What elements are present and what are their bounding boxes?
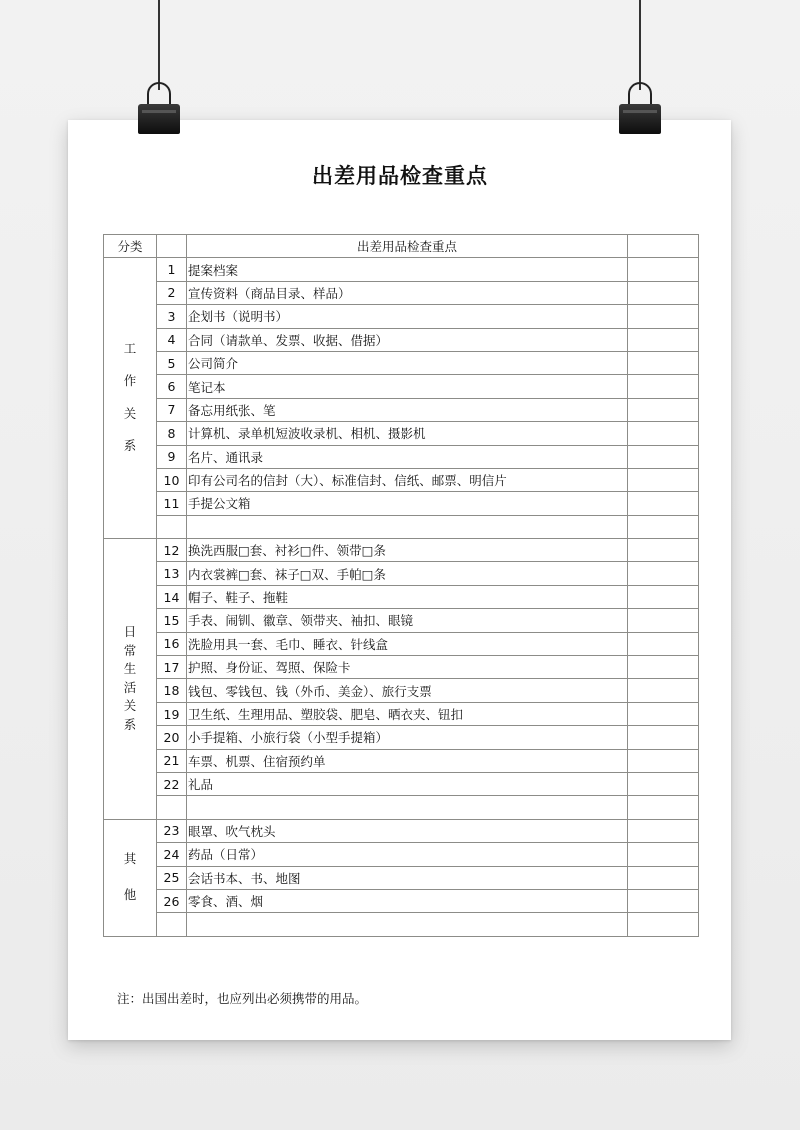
check-cell[interactable]	[628, 726, 699, 749]
check-cell[interactable]	[628, 819, 699, 842]
header-item: 出差用品检查重点	[187, 235, 628, 258]
item-number: 25	[157, 866, 187, 889]
hanging-string-right	[639, 0, 641, 90]
item-number: 15	[157, 609, 187, 632]
category-cell	[104, 258, 157, 539]
item-text: 提案档案	[187, 258, 628, 281]
table-row	[104, 445, 699, 468]
table-row	[104, 843, 699, 866]
check-cell[interactable]	[628, 843, 699, 866]
item-text	[187, 796, 628, 819]
table-row	[104, 749, 699, 772]
header-category: 分类	[104, 235, 157, 258]
item-number: 3	[157, 305, 187, 328]
item-text: 手表、闹钏、徽章、领带夹、袖扣、眼镜	[187, 609, 628, 632]
category-cell	[104, 539, 157, 820]
check-cell[interactable]	[628, 515, 699, 538]
item-text: 内衣裳裤□套、袜子□双、手帕□条	[187, 562, 628, 585]
item-number	[157, 796, 187, 819]
table-row	[104, 492, 699, 515]
item-number: 21	[157, 749, 187, 772]
item-text	[187, 913, 628, 936]
table-row	[104, 772, 699, 795]
item-text: 企划书（说明书）	[187, 305, 628, 328]
category-char: 关	[123, 405, 137, 421]
table-row	[104, 539, 699, 562]
table-row	[104, 796, 699, 819]
check-cell[interactable]	[628, 585, 699, 608]
page-title: 出差用品检查重点	[312, 164, 488, 188]
item-text	[187, 515, 628, 538]
item-text: 名片、通讯录	[187, 445, 628, 468]
check-cell[interactable]	[628, 866, 699, 889]
check-cell[interactable]	[628, 258, 699, 281]
table-row	[104, 351, 699, 374]
check-cell[interactable]	[628, 889, 699, 912]
check-cell[interactable]	[628, 398, 699, 421]
item-number	[157, 515, 187, 538]
category-cell	[104, 819, 157, 936]
item-number: 7	[157, 398, 187, 421]
item-text: 零食、酒、烟	[187, 889, 628, 912]
item-text: 钱包、零钱包、钱（外币、美金）、旅行支票	[187, 679, 628, 702]
table-row	[104, 305, 699, 328]
item-number: 20	[157, 726, 187, 749]
item-text: 备忘用纸张、笔	[187, 398, 628, 421]
category-char: 关	[123, 698, 137, 714]
check-cell[interactable]	[628, 632, 699, 655]
table-row	[104, 726, 699, 749]
item-text: 合同（请款单、发票、收据、借据）	[187, 328, 628, 351]
table-row	[104, 468, 699, 491]
check-cell[interactable]	[628, 913, 699, 936]
item-text: 会话书本、书、地图	[187, 866, 628, 889]
item-number: 9	[157, 445, 187, 468]
check-cell[interactable]	[628, 328, 699, 351]
check-cell[interactable]	[628, 468, 699, 491]
item-number: 26	[157, 889, 187, 912]
item-text: 换洗西服□套、衬衫□件、领带□条	[187, 539, 628, 562]
category-char: 他	[123, 887, 137, 903]
item-text: 护照、身份证、驾照、保险卡	[187, 656, 628, 679]
item-text: 印有公司名的信封（大）、标准信封、信纸、邮票、明信片	[187, 468, 628, 491]
category-char: 系	[123, 438, 137, 454]
item-number: 22	[157, 772, 187, 795]
item-text: 公司简介	[187, 351, 628, 374]
check-cell[interactable]	[628, 796, 699, 819]
item-text: 洗脸用具一套、毛巾、睡衣、针线盒	[187, 632, 628, 655]
item-number: 18	[157, 679, 187, 702]
item-number: 1	[157, 258, 187, 281]
check-cell[interactable]	[628, 281, 699, 304]
table-row	[104, 585, 699, 608]
item-number: 24	[157, 843, 187, 866]
item-number: 10	[157, 468, 187, 491]
item-number: 14	[157, 585, 187, 608]
table-row	[104, 889, 699, 912]
item-text: 计算机、录单机短波收录机、相机、摄影机	[187, 422, 628, 445]
item-number: 19	[157, 702, 187, 725]
table-row	[104, 609, 699, 632]
item-text: 车票、机票、住宿预约单	[187, 749, 628, 772]
binder-clip-right	[617, 82, 663, 138]
table-row	[104, 562, 699, 585]
table-row	[104, 679, 699, 702]
check-cell[interactable]	[628, 749, 699, 772]
check-cell[interactable]	[628, 679, 699, 702]
table-row	[104, 913, 699, 936]
item-number: 17	[157, 656, 187, 679]
table-row	[104, 819, 699, 842]
category-char: 其	[123, 850, 137, 866]
item-number: 23	[157, 819, 187, 842]
check-cell[interactable]	[628, 772, 699, 795]
item-text: 礼品	[187, 772, 628, 795]
header-check	[628, 235, 699, 258]
item-number: 5	[157, 351, 187, 374]
category-char: 生	[123, 661, 137, 677]
item-number: 11	[157, 492, 187, 515]
item-number: 4	[157, 328, 187, 351]
table-row	[104, 632, 699, 655]
table-row	[104, 656, 699, 679]
item-number	[157, 913, 187, 936]
checklist-table	[103, 234, 699, 937]
check-cell[interactable]	[628, 609, 699, 632]
check-cell[interactable]	[628, 445, 699, 468]
check-cell[interactable]	[628, 702, 699, 725]
category-char: 工	[123, 340, 137, 356]
item-number: 13	[157, 562, 187, 585]
category-char: 系	[123, 716, 137, 732]
table-row	[104, 422, 699, 445]
item-text: 小手提箱、小旅行袋（小型手提箱）	[187, 726, 628, 749]
check-cell[interactable]	[628, 351, 699, 374]
footnote: 注：出国出差时，也应列出必须携带的用品。	[117, 991, 368, 1006]
check-cell[interactable]	[628, 305, 699, 328]
table-row	[104, 328, 699, 351]
category-char: 常	[123, 642, 137, 658]
check-cell[interactable]	[628, 422, 699, 445]
table-row	[104, 258, 699, 281]
check-cell[interactable]	[628, 375, 699, 398]
hanging-string-left	[158, 0, 160, 90]
check-cell[interactable]	[628, 539, 699, 562]
table-row	[104, 281, 699, 304]
item-text: 卫生纸、生理用品、塑胶袋、肥皂、晒衣夹、钮扣	[187, 702, 628, 725]
table-header-row	[104, 235, 699, 258]
item-text: 药品（日常）	[187, 843, 628, 866]
header-number	[157, 235, 187, 258]
table-row	[104, 398, 699, 421]
item-text: 宣传资料（商品目录、样品）	[187, 281, 628, 304]
category-char: 日	[123, 624, 137, 640]
check-cell[interactable]	[628, 492, 699, 515]
item-text: 眼罩、吹气枕头	[187, 819, 628, 842]
item-text: 帽子、鞋子、拖鞋	[187, 585, 628, 608]
category-char: 作	[123, 373, 137, 389]
item-number: 6	[157, 375, 187, 398]
category-char: 活	[123, 679, 137, 695]
item-number: 8	[157, 422, 187, 445]
check-cell[interactable]	[628, 562, 699, 585]
item-number: 2	[157, 281, 187, 304]
item-number: 12	[157, 539, 187, 562]
item-number: 16	[157, 632, 187, 655]
check-cell[interactable]	[628, 656, 699, 679]
item-text: 手提公文箱	[187, 492, 628, 515]
table-row	[104, 702, 699, 725]
table-row	[104, 375, 699, 398]
table-row	[104, 866, 699, 889]
binder-clip-left	[136, 82, 182, 138]
table-row	[104, 515, 699, 538]
item-text: 笔记本	[187, 375, 628, 398]
